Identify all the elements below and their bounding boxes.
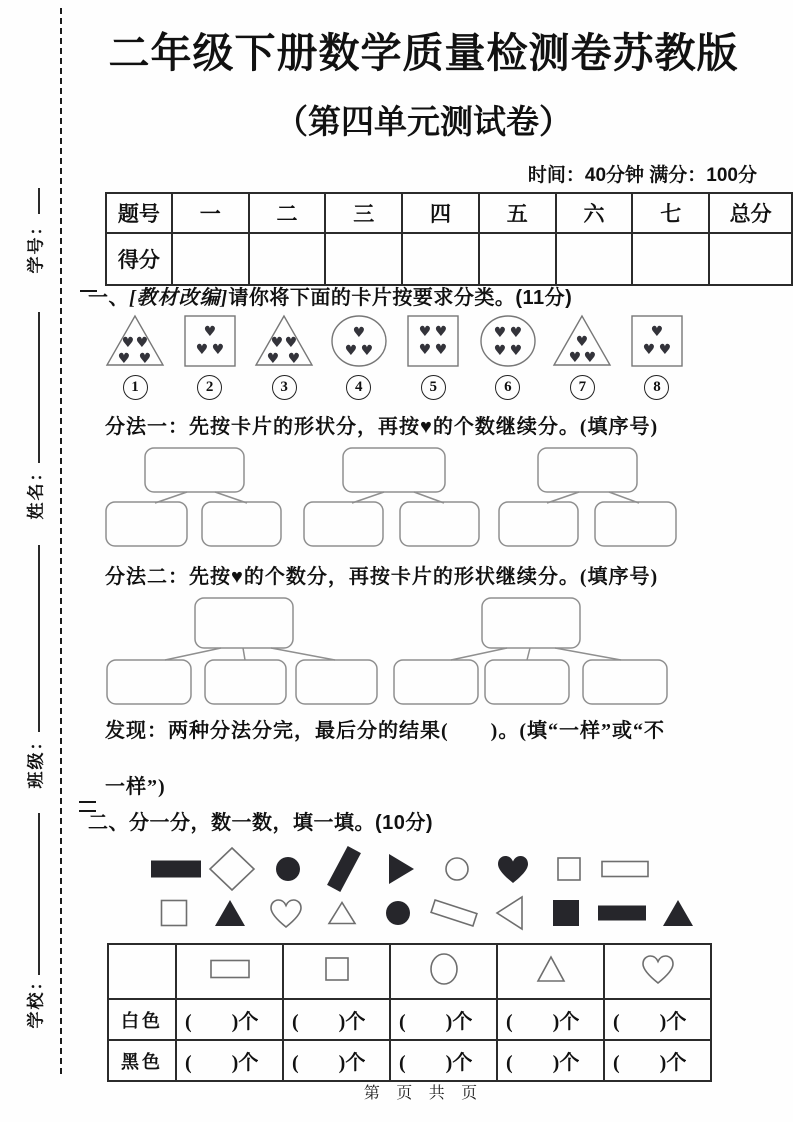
count-table-row (108, 1040, 711, 1081)
tree2-child-box (205, 660, 286, 704)
count-table-row (108, 999, 711, 1040)
method2-tree-diagram (103, 596, 683, 708)
tree2-child-box (394, 660, 478, 704)
svg-text:♥: ♥ (509, 343, 523, 359)
method1-text: 分法一：先按卡片的形状分，再按♥的个数继续分。(填序号) (105, 416, 659, 438)
svg-text:♥: ♥ (266, 351, 280, 367)
svg-text:♥: ♥ (121, 335, 135, 351)
score-col-title: 题号 (106, 193, 172, 233)
finding-line1: 发现：两种分法分完，最后分的结果( )。(填“一样”或“不 (105, 720, 665, 742)
score-col-header: 总分 (709, 193, 792, 233)
margin-blank-line (38, 312, 40, 463)
method2-text: 分法二：先按♥的个数分，再按卡片的形状继续分。(填序号) (105, 566, 659, 588)
margin-label-school: 学校： (26, 971, 46, 1029)
score-cell-empty (556, 233, 633, 285)
count-blank-cell: ( )个 (283, 999, 390, 1040)
svg-text:♥: ♥ (509, 325, 523, 341)
white-triangle-left-shape (482, 890, 538, 941)
svg-text:♥: ♥ (344, 343, 357, 359)
svg-text:♥: ♥ (569, 350, 582, 366)
score-cell-empty (172, 233, 249, 285)
svg-text:♥: ♥ (434, 324, 448, 340)
tree2-child-box (296, 660, 377, 704)
score-table-header-row (106, 193, 792, 233)
count-blank-cell: ( )个 (176, 999, 283, 1040)
card-number: 1 (123, 375, 148, 400)
card-row (100, 313, 692, 400)
classification-card (249, 313, 319, 400)
svg-text:♥: ♥ (493, 343, 507, 359)
score-col-header: 五 (479, 193, 556, 233)
svg-text:♥: ♥ (135, 335, 149, 351)
svg-text:♥: ♥ (195, 342, 208, 358)
fold-mark (79, 801, 96, 803)
classification-card (622, 313, 692, 400)
count-table (107, 943, 712, 1082)
svg-text:♥: ♥ (287, 351, 301, 367)
score-cell-empty (709, 233, 792, 285)
count-row-label: 黑色 (108, 1040, 176, 1081)
classification-card (398, 313, 468, 400)
score-cell-empty (249, 233, 326, 285)
shape-row-2 (146, 890, 663, 941)
count-blank-cell: ( )个 (176, 1040, 283, 1081)
svg-text:♥: ♥ (418, 324, 432, 340)
score-cell-empty (325, 233, 402, 285)
svg-text:♥: ♥ (418, 342, 432, 358)
tree2-parent-box (482, 598, 580, 648)
tree2-child-box (583, 660, 667, 704)
count-blank-cell: ( )个 (604, 1040, 711, 1081)
circle-column-header (390, 944, 497, 999)
svg-text:♥: ♥ (270, 335, 284, 351)
tree2-parent-box (195, 598, 293, 648)
binding-dashed-line (60, 8, 62, 1074)
score-col-header: 七 (632, 193, 709, 233)
tree1-parent-box (145, 448, 244, 492)
count-blank-cell: ( )个 (390, 1040, 497, 1081)
question1-tag: [教材改编] (129, 287, 229, 309)
tree1-child-box (106, 502, 187, 546)
card-number: 2 (197, 375, 222, 400)
svg-text:♥: ♥ (352, 325, 365, 341)
finding-line2: 一样”) (105, 776, 166, 798)
question1-number: 一、 (88, 287, 129, 309)
count-blank-cell: ( )个 (497, 1040, 604, 1081)
black-rectangle-shape (594, 890, 650, 941)
black-triangle-shape (650, 890, 706, 941)
rectangle-column-header (176, 944, 283, 999)
question1-heading (88, 281, 572, 310)
page-footer: 第 页 共 页 (363, 1085, 484, 1102)
svg-text:♥: ♥ (658, 342, 672, 358)
count-blank-cell: ( )个 (497, 999, 604, 1040)
svg-text:♥: ♥ (117, 351, 131, 367)
black-square-shape (538, 890, 594, 941)
count-blank-cell: ( )个 (390, 999, 497, 1040)
score-col-header: 四 (402, 193, 479, 233)
count-blank-cell: ( )个 (604, 999, 711, 1040)
black-circle-shape (370, 890, 426, 941)
margin-label-name: 姓名： (26, 462, 46, 520)
margin-blank-line (38, 813, 40, 975)
square-column-header (283, 944, 390, 999)
white-rectangle-shape (426, 890, 482, 941)
count-table-corner-cell (108, 944, 176, 999)
svg-text:♥: ♥ (434, 342, 448, 358)
score-col-header: 三 (325, 193, 402, 233)
margin-blank-line (38, 188, 40, 214)
question1-text: 请你将下面的卡片按要求分类。(11分) (228, 287, 573, 309)
tree1-child-box (499, 502, 578, 546)
svg-text:♥: ♥ (576, 334, 589, 350)
triangle-column-header (497, 944, 604, 999)
page-subtitle: （第四单元测试卷） (275, 103, 572, 140)
tree1-child-box (400, 502, 479, 546)
white-square-shape (146, 890, 202, 941)
tree1-parent-box (538, 448, 637, 492)
margin-label-class: 班级： (26, 731, 46, 789)
count-table-header-row (108, 944, 711, 999)
tree1-child-box (304, 502, 383, 546)
count-blank-cell: ( )个 (283, 1040, 390, 1081)
classification-card (473, 313, 543, 400)
tree2-child-box (485, 660, 569, 704)
exam-time-score: 时间：40分钟 满分：100分 (527, 165, 757, 186)
score-col-header: 一 (172, 193, 249, 233)
card-number: 7 (570, 375, 595, 400)
score-col-header: 六 (556, 193, 633, 233)
svg-text:♥: ♥ (284, 335, 298, 351)
score-table-score-row (106, 233, 792, 285)
heart-column-header (604, 944, 711, 999)
card-number: 5 (421, 375, 446, 400)
classification-card (175, 313, 245, 400)
svg-text:♥: ♥ (650, 324, 664, 340)
margin-blank-line (38, 545, 40, 732)
score-cell-empty (402, 233, 479, 285)
tree2-child-box (107, 660, 191, 704)
score-table (105, 192, 793, 286)
score-col-header: 二 (249, 193, 326, 233)
question2-heading: 二、分一分，数一数，填一填。(10分) (88, 812, 434, 834)
score-row-title: 得分 (106, 233, 172, 285)
margin-label-student-id: 学号： (26, 216, 46, 274)
count-row-label: 白色 (108, 999, 176, 1040)
card-number: 6 (495, 375, 520, 400)
classification-card (324, 313, 394, 400)
svg-text:♥: ♥ (138, 351, 152, 367)
svg-text:♥: ♥ (493, 325, 507, 341)
card-number: 8 (644, 375, 669, 400)
classification-card (100, 313, 170, 400)
svg-text:♥: ♥ (211, 342, 224, 358)
svg-text:♥: ♥ (203, 324, 216, 340)
tree1-child-box (595, 502, 676, 546)
white-triangle-shape (314, 890, 370, 941)
score-cell-empty (632, 233, 709, 285)
classification-card (547, 313, 617, 400)
card-number: 4 (346, 375, 371, 400)
svg-text:♥: ♥ (642, 342, 656, 358)
score-cell-empty (479, 233, 556, 285)
method1-tree-diagram (103, 446, 683, 548)
svg-text:♥: ♥ (360, 343, 373, 359)
tree1-child-box (202, 502, 281, 546)
black-triangle-shape (202, 890, 258, 941)
card-number: 3 (272, 375, 297, 400)
svg-text:♥: ♥ (584, 350, 597, 366)
white-heart-shape (258, 890, 314, 941)
page-title: 二年级下册数学质量检测卷苏教版 (108, 30, 739, 76)
tree1-parent-box (343, 448, 445, 492)
